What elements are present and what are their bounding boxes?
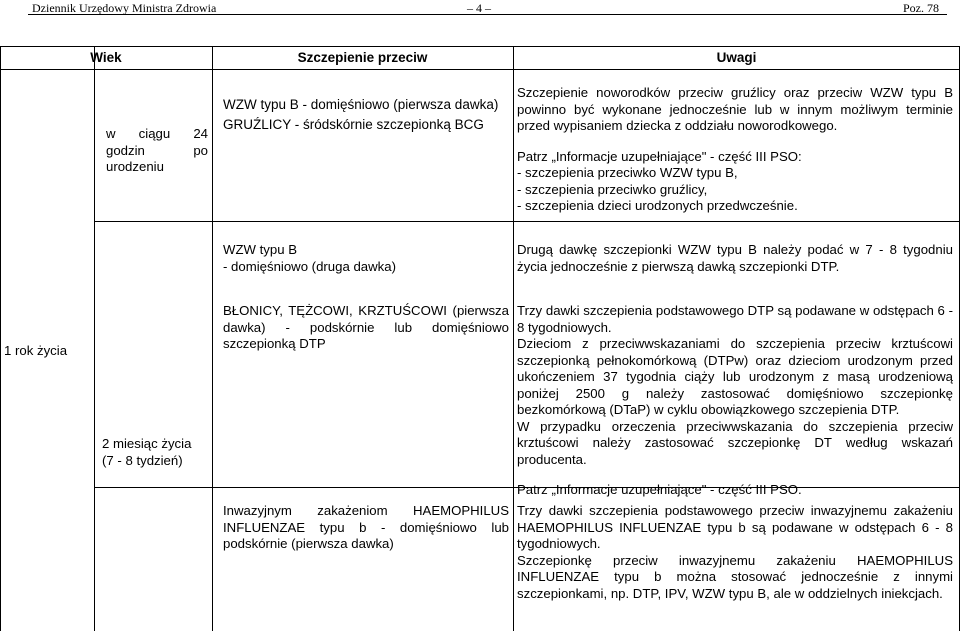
col-border bbox=[0, 46, 1, 631]
notes-hib bbox=[517, 503, 953, 602]
age-line: 2 miesiąc życia bbox=[102, 436, 192, 451]
age-birth-line: w ciągu 24 bbox=[106, 126, 208, 141]
vaccine-line: GRUŹLICY - śródskórnie szczepionką BCG bbox=[223, 117, 484, 132]
vaccine-line: WZW typu B - domięśniowo (pierwsza dawka) bbox=[223, 97, 499, 112]
page-number: – 4 – bbox=[467, 1, 491, 15]
vaccine-line: WZW typu B bbox=[223, 242, 297, 257]
journal-title: Dziennik Urzędowy Ministra Zdrowia bbox=[32, 1, 217, 15]
running-header bbox=[0, 0, 960, 14]
age-1-year: 1 rok życia bbox=[4, 343, 68, 358]
note-list-item: - szczepienia dzieci urodzonych przedwcześnie. bbox=[517, 198, 798, 213]
vaccination-table bbox=[0, 46, 960, 631]
vaccine-line: - domięśniowo (druga dawka) bbox=[223, 258, 396, 274]
age-birth-line: godzin po bbox=[106, 142, 208, 158]
position-number: Poz. 78 bbox=[903, 1, 939, 15]
note-paragraph: Trzy dawki szczepienia podstawowego przeciw inwazyjnemu zakażeniu HAEMOPHILUS INFLUENZAE typu b są podawane w odstępach 6 - 8 tygodniowych. bbox=[517, 503, 953, 551]
vaccine-birth bbox=[223, 95, 509, 135]
vaccine-hbv-second bbox=[223, 242, 509, 275]
note-paragraph: Szczepionkę przeciw inwazyjnemu zakażeniu HAEMOPHILUS INFLUENZAE typu b można stosować jednocześnie z innymi szczepionkami, np. DTP, IPV, WZW typu B, ale w oddzielnych iniekcjach. bbox=[517, 552, 953, 601]
note-paragraph: Patrz „Informacje uzupełniające" - część III PSO: bbox=[517, 148, 802, 164]
column-header-szczepienie: Szczepienie przeciw bbox=[297, 50, 428, 65]
table-border-top bbox=[0, 46, 960, 47]
note-paragraph: W przypadku orzeczenia przeciwwskazania do szczepienia przeciw krztuścowi należy zastosować szczepionkę DT według wskazań producenta. bbox=[517, 418, 953, 467]
notes-dtp bbox=[517, 303, 953, 499]
vaccine-hib: Inwazyjnym zakażeniom HAEMOPHILUS INFLUENZAE typu b - domięśniowo lub podskórnie (pierwsza dawka) bbox=[223, 503, 509, 551]
age-birth bbox=[106, 126, 208, 176]
col-border bbox=[513, 46, 514, 631]
column-header-wiek: Wiek bbox=[90, 50, 122, 65]
header-rule bbox=[28, 14, 947, 15]
row-border bbox=[94, 221, 960, 222]
note-list-item: - szczepienia przeciwko gruźlicy, bbox=[517, 181, 708, 197]
notes-birth bbox=[517, 85, 953, 215]
note-paragraph: Dzieciom z przeciwwskazaniami do szczepienia przeciw krztuścowi szczepionką pełnokomórkową (DTPw) oraz dzieciom urodzonym przed ukończeniem 37 tygodnia ciąży lub urodzonym z masą urodzeniową poniżej 2500 g należy zastosować domięśniowo szczepionkę bezkomórkową (DTaP) w cyklu obowiązkowego szczepienia DTP. bbox=[517, 336, 953, 417]
note-paragraph: Patrz „Informacje uzupełniające" - część III PSO. bbox=[517, 482, 802, 497]
note-list-item: - szczepienia przeciwko WZW typu B, bbox=[517, 165, 738, 180]
age-2-months bbox=[102, 436, 210, 469]
header-row-border bbox=[0, 69, 960, 70]
age-line: (7 - 8 tydzień) bbox=[102, 452, 183, 468]
col-border bbox=[212, 46, 213, 631]
note-paragraph: Szczepienie noworodków przeciw gruźlicy oraz przeciw WZW typu B powinno być wykonane jednocześnie lub w innym możliwym terminie przed wypisaniem dziecka z oddziału noworodkowego. bbox=[517, 85, 953, 133]
col-border bbox=[94, 46, 95, 631]
column-header-uwagi: Uwagi bbox=[716, 50, 757, 65]
vaccine-dtp: BŁONICY, TĘŻCOWI, KRZTUŚCOWI (pierwsza dawka) - podskórnie lub domięśniowo szczepionką DTP bbox=[223, 303, 509, 351]
age-birth-line: urodzeniu bbox=[106, 159, 164, 174]
notes-hbv-second: Drugą dawkę szczepionki WZW typu B należy podać w 7 - 8 tygodniu życia jednocześnie z pierwszą dawką szczepionki DTP. bbox=[517, 242, 953, 274]
note-paragraph: Trzy dawki szczepienia podstawowego DTP są podawane w odstępach 6 - 8 tygodniowych. bbox=[517, 303, 953, 335]
